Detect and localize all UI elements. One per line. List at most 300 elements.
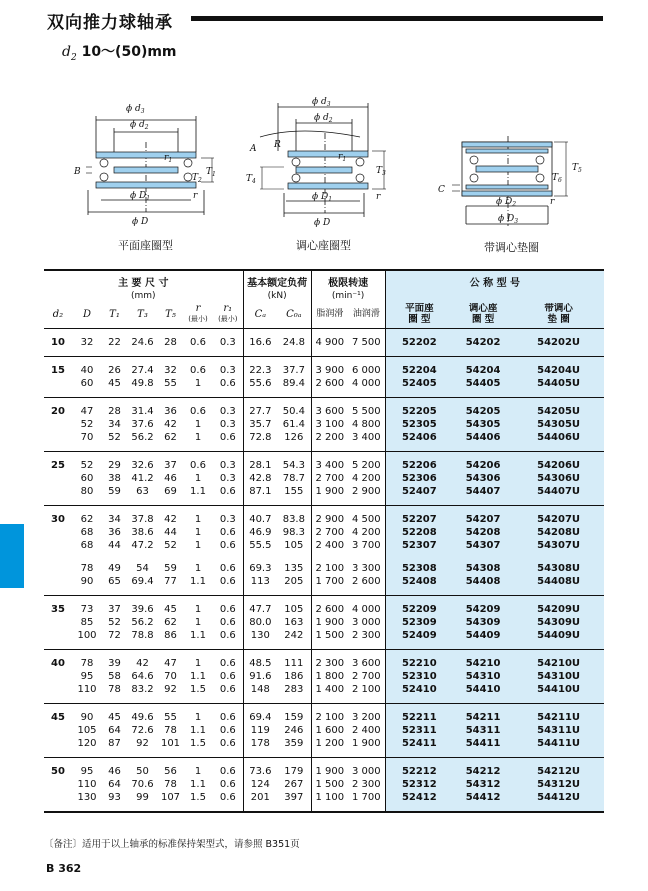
cell-d2 bbox=[44, 616, 72, 629]
table-cell: 1 bbox=[194, 419, 202, 430]
col-model-washer: 带调心 垫 圈 bbox=[513, 303, 604, 329]
table-cell: 54411 bbox=[453, 737, 513, 758]
table-cell: 186 bbox=[284, 671, 304, 682]
header-main-dims-unit: (mm) bbox=[131, 291, 156, 301]
table-cell: 1 900 bbox=[311, 485, 348, 506]
col-T3: T₃ bbox=[127, 303, 158, 329]
table-cell: 163 bbox=[284, 617, 304, 628]
table-cell: 1 bbox=[194, 617, 202, 628]
table-cell: 37.8 bbox=[131, 514, 154, 525]
table-cell: 24.6 bbox=[131, 337, 154, 348]
cell-d2: 10 bbox=[51, 337, 65, 348]
svg-text:T4: $T_4$ bbox=[246, 174, 256, 185]
table-cell: 2 700 bbox=[352, 671, 381, 682]
table-cell: 54411U bbox=[513, 737, 604, 758]
svg-text:r: r bbox=[193, 191, 198, 201]
table-cell: 54204 bbox=[453, 357, 513, 378]
table-cell: 54306U bbox=[513, 472, 604, 485]
svg-text:R: R bbox=[274, 140, 281, 150]
table-cell: 27.4 bbox=[131, 365, 154, 376]
cell-d2 bbox=[44, 552, 72, 575]
table-cell: 54309 bbox=[453, 616, 513, 629]
table-cell: 36 bbox=[164, 406, 177, 417]
table-cell: 54310U bbox=[513, 670, 604, 683]
table-cell: 2 300 bbox=[352, 630, 381, 641]
table-cell: 54212 bbox=[453, 758, 513, 779]
table-cell: 0.6 bbox=[219, 738, 236, 749]
table-cell: 54312 bbox=[453, 778, 513, 791]
diagram-aligning-seat bbox=[240, 95, 400, 230]
table-cell: 54412 bbox=[453, 791, 513, 812]
table-cell: 87 bbox=[108, 738, 121, 749]
table-cell: 54307U bbox=[513, 539, 604, 552]
svg-text:ϕ d2: ϕ $d_2$ bbox=[314, 113, 333, 124]
table-cell: 0.6 bbox=[219, 540, 236, 551]
table-cell: 52407 bbox=[385, 485, 453, 506]
title-rule bbox=[191, 16, 603, 21]
col-model-flat: 平面座 圈 型 bbox=[385, 303, 453, 329]
table-cell: 52310 bbox=[385, 670, 453, 683]
table-cell: 1.5 bbox=[190, 684, 206, 695]
cell-d2: 20 bbox=[51, 406, 65, 417]
col-r bbox=[183, 303, 213, 329]
table-cell: 3 100 bbox=[311, 418, 348, 431]
table-cell: 78 bbox=[164, 725, 177, 736]
table-cell: 54405U bbox=[513, 377, 604, 398]
table-cell: 0.6 bbox=[190, 337, 206, 348]
table-cell: 65 bbox=[108, 576, 121, 587]
table-row bbox=[44, 329, 604, 357]
table-cell: 1.1 bbox=[190, 779, 206, 790]
table-cell: 32 bbox=[80, 337, 94, 348]
table-cell: 2 700 bbox=[311, 472, 348, 485]
table-cell: 61.4 bbox=[282, 419, 305, 430]
table-cell: 54208U bbox=[513, 526, 604, 539]
svg-text:T3: $T_3$ bbox=[376, 166, 386, 177]
page-subtitle bbox=[62, 41, 177, 63]
table-cell: 47 bbox=[164, 658, 177, 669]
table-cell: 4 200 bbox=[352, 473, 381, 484]
table-cell: 39 bbox=[108, 658, 121, 669]
table-cell: 3 000 bbox=[352, 617, 381, 628]
table-row bbox=[44, 539, 604, 552]
diagram-caption-aligning: 调心座圈型 bbox=[296, 239, 351, 252]
bearing-spec-table bbox=[44, 269, 604, 813]
cell-d2 bbox=[44, 791, 72, 812]
table-cell: 3 600 bbox=[352, 658, 381, 669]
table-cell: 58 bbox=[108, 671, 121, 682]
table-cell: 0.6 bbox=[219, 766, 236, 777]
table-cell: 2 600 bbox=[311, 377, 348, 398]
subtitle-symbol-d: d bbox=[62, 44, 71, 60]
table-row bbox=[44, 596, 604, 617]
table-cell: 6 000 bbox=[352, 365, 381, 376]
table-cell: 37 bbox=[108, 604, 121, 615]
table-cell: 44 bbox=[164, 527, 177, 538]
table-cell: 0.6 bbox=[219, 684, 236, 695]
cell-d2: 50 bbox=[51, 766, 65, 777]
table-cell: 52212 bbox=[385, 758, 453, 779]
table-row bbox=[44, 724, 604, 737]
table-cell: 111 bbox=[284, 658, 304, 669]
table-cell: 0.3 bbox=[219, 365, 236, 376]
svg-text:T5: $T_5$ bbox=[572, 163, 582, 174]
table-cell: 1 500 bbox=[311, 629, 348, 650]
cell-d2 bbox=[44, 431, 72, 452]
cell-d2 bbox=[44, 575, 72, 596]
table-cell: 54205 bbox=[453, 398, 513, 419]
table-cell: 54412U bbox=[513, 791, 604, 812]
table-cell: 54205U bbox=[513, 398, 604, 419]
table-cell: 22 bbox=[108, 337, 121, 348]
cell-d2: 25 bbox=[51, 460, 65, 471]
table-cell: 54406 bbox=[453, 431, 513, 452]
table-cell: 135 bbox=[284, 563, 304, 574]
table-cell: 0.3 bbox=[219, 473, 236, 484]
svg-text:ϕ d3: ϕ $d_3$ bbox=[126, 104, 145, 115]
table-cell: 1 800 bbox=[311, 670, 348, 683]
cell-d2: 45 bbox=[51, 712, 65, 723]
table-cell: 83.2 bbox=[131, 684, 154, 695]
col-C0a: C₀ₐ bbox=[277, 303, 311, 329]
table-cell: 91.6 bbox=[243, 670, 277, 683]
row-group bbox=[44, 596, 604, 650]
table-cell: 52312 bbox=[385, 778, 453, 791]
table-cell: 1 bbox=[194, 563, 202, 574]
table-cell: 56.2 bbox=[131, 432, 154, 443]
table-cell: 49.6 bbox=[131, 712, 154, 723]
table-cell: 28.1 bbox=[243, 452, 277, 473]
row-group bbox=[44, 704, 604, 758]
table-cell: 35.7 bbox=[243, 418, 277, 431]
table-cell: 52405 bbox=[385, 377, 453, 398]
row-group bbox=[44, 329, 604, 357]
diagram-flat-seat bbox=[66, 100, 226, 230]
table-cell: 72.6 bbox=[131, 725, 154, 736]
table-cell: 47.7 bbox=[243, 596, 277, 617]
table-cell: 0.6 bbox=[219, 527, 236, 538]
table-cell: 62 bbox=[164, 432, 177, 443]
col-d2: d₂ bbox=[44, 303, 72, 329]
svg-text:ϕ d3: ϕ $d_3$ bbox=[312, 97, 331, 108]
table-cell: 54306 bbox=[453, 472, 513, 485]
table-cell: 52204 bbox=[385, 357, 453, 378]
table-cell: 4 000 bbox=[352, 604, 381, 615]
col-oil: 油润滑 bbox=[348, 303, 385, 329]
svg-text:r: r bbox=[550, 197, 555, 207]
table-cell: 201 bbox=[243, 791, 277, 812]
col-T1: T₁ bbox=[102, 303, 127, 329]
cell-d2: 30 bbox=[51, 514, 65, 525]
table-row bbox=[44, 506, 604, 527]
table-cell: 54305 bbox=[453, 418, 513, 431]
table-cell: 54407 bbox=[453, 485, 513, 506]
table-row bbox=[44, 357, 604, 378]
cell-d2 bbox=[44, 670, 72, 683]
table-cell: 0.6 bbox=[219, 486, 236, 497]
col-grease: 脂润滑 bbox=[311, 303, 348, 329]
table-row bbox=[44, 670, 604, 683]
table-cell: 45 bbox=[108, 712, 121, 723]
table-cell: 54408 bbox=[453, 575, 513, 596]
table-cell: 2 600 bbox=[311, 596, 348, 617]
table-cell: 38 bbox=[108, 473, 121, 484]
table-cell: 54.3 bbox=[282, 460, 305, 471]
svg-text:ϕ D3: ϕ $D_3$ bbox=[498, 214, 519, 225]
table-cell: 178 bbox=[243, 737, 277, 758]
table-cell: 40 bbox=[80, 365, 94, 376]
table-cell: 49.8 bbox=[131, 378, 154, 389]
cell-d2 bbox=[44, 418, 72, 431]
table-cell: 1.1 bbox=[190, 486, 206, 497]
subtitle-symbol-sub: 2 bbox=[70, 52, 77, 63]
table-cell: 87.1 bbox=[243, 485, 277, 506]
table-cell: 113 bbox=[243, 575, 277, 596]
table-cell: 72 bbox=[108, 630, 121, 641]
table-cell: 4 800 bbox=[352, 419, 381, 430]
table-cell: 52305 bbox=[385, 418, 453, 431]
svg-text:ϕ D1: ϕ $D_1$ bbox=[130, 191, 151, 202]
table-cell: 54312U bbox=[513, 778, 604, 791]
table-row bbox=[44, 629, 604, 650]
table-cell: 37.7 bbox=[282, 365, 305, 376]
table-cell: 42 bbox=[164, 514, 177, 525]
table-cell: 54 bbox=[136, 563, 149, 574]
footnote: 〔备注〕适用于以上轴承的标准保持架型式，请参照 B351页 bbox=[44, 839, 300, 850]
table-cell: 37.6 bbox=[131, 419, 154, 430]
table-cell: 40.7 bbox=[243, 506, 277, 527]
table-cell: 59 bbox=[108, 486, 121, 497]
table-row bbox=[44, 398, 604, 419]
cell-d2: 15 bbox=[51, 365, 65, 376]
table-cell: 1.5 bbox=[190, 792, 206, 803]
table-cell: 47.2 bbox=[131, 540, 154, 551]
table-cell: 54410U bbox=[513, 683, 604, 704]
table-cell: 78 bbox=[164, 779, 177, 790]
table-row bbox=[44, 737, 604, 758]
table-row bbox=[44, 526, 604, 539]
table-cell: 52307 bbox=[385, 539, 453, 552]
svg-text:ϕ D2: ϕ $D_2$ bbox=[496, 197, 517, 208]
table-cell: 59 bbox=[164, 563, 177, 574]
table-cell: 126 bbox=[284, 432, 304, 443]
table-row bbox=[44, 377, 604, 398]
table-row bbox=[44, 552, 604, 575]
table-cell: 1 700 bbox=[311, 575, 348, 596]
table-cell: 397 bbox=[284, 792, 304, 803]
table-cell: 54307 bbox=[453, 539, 513, 552]
cell-d2: 35 bbox=[51, 604, 65, 615]
svg-text:ϕ d2: ϕ $d_2$ bbox=[130, 120, 149, 131]
header-model: 公 称 型 号 bbox=[385, 270, 604, 290]
table-cell: 42 bbox=[136, 658, 149, 669]
table-cell: 54206U bbox=[513, 452, 604, 473]
table-cell: 52209 bbox=[385, 596, 453, 617]
table-cell: 34 bbox=[108, 419, 121, 430]
table-cell: 68 bbox=[80, 540, 94, 551]
table-cell: 4 500 bbox=[352, 514, 381, 525]
table-cell: 242 bbox=[284, 630, 304, 641]
table-cell: 2 600 bbox=[352, 576, 381, 587]
table-cell: 55 bbox=[164, 712, 177, 723]
table-cell: 1 900 bbox=[352, 738, 381, 749]
col-r-sym: r bbox=[195, 303, 201, 314]
col-Ca: Cₐ bbox=[243, 303, 277, 329]
table-cell: 24.8 bbox=[282, 337, 305, 348]
table-cell: 1 bbox=[194, 378, 202, 389]
table-cell: 5 500 bbox=[352, 406, 381, 417]
table-cell: 54209 bbox=[453, 596, 513, 617]
cell-d2 bbox=[44, 737, 72, 758]
table-cell: 78 bbox=[80, 563, 94, 574]
table-cell: 1 bbox=[194, 604, 202, 615]
table-row bbox=[44, 485, 604, 506]
table-cell: 0.3 bbox=[219, 460, 236, 471]
table-cell: 70 bbox=[80, 432, 94, 443]
table-cell: 99 bbox=[136, 792, 149, 803]
table-cell: 1 700 bbox=[352, 792, 381, 803]
table-cell: 100 bbox=[77, 630, 97, 641]
table-cell: 32.6 bbox=[131, 460, 154, 471]
table-cell: 44 bbox=[108, 540, 121, 551]
table-cell: 78 bbox=[80, 658, 94, 669]
cell-d2 bbox=[44, 526, 72, 539]
table-cell: 52 bbox=[108, 617, 121, 628]
table-cell: 54308 bbox=[453, 552, 513, 575]
cell-d2 bbox=[44, 778, 72, 791]
table-cell: 69.3 bbox=[243, 552, 277, 575]
table-cell: 3 900 bbox=[311, 357, 348, 378]
table-cell: 0.3 bbox=[219, 419, 236, 430]
table-cell: 70.6 bbox=[131, 779, 154, 790]
table-cell: 3 400 bbox=[311, 452, 348, 473]
subtitle-symbol bbox=[62, 44, 77, 63]
table-cell: 52208 bbox=[385, 526, 453, 539]
table-cell: 205 bbox=[284, 576, 304, 587]
table-cell: 73 bbox=[80, 604, 94, 615]
table-cell: 22.3 bbox=[243, 357, 277, 378]
table-cell: 1.1 bbox=[190, 576, 206, 587]
table-cell: 52409 bbox=[385, 629, 453, 650]
table-cell: 54208 bbox=[453, 526, 513, 539]
table-cell: 42.8 bbox=[243, 472, 277, 485]
table-cell: 52308 bbox=[385, 552, 453, 575]
row-group bbox=[44, 398, 604, 452]
table-cell: 4 200 bbox=[352, 527, 381, 538]
table-cell: 5 200 bbox=[352, 460, 381, 471]
table-cell: 0.6 bbox=[219, 604, 236, 615]
table-cell: 54409 bbox=[453, 629, 513, 650]
table-cell: 0.6 bbox=[190, 460, 206, 471]
table-cell: 1 bbox=[194, 514, 202, 525]
table-cell: 110 bbox=[77, 779, 97, 790]
table-cell: 155 bbox=[284, 486, 304, 497]
table-cell: 28 bbox=[108, 406, 121, 417]
table-cell: 92 bbox=[164, 684, 177, 695]
table-cell: 101 bbox=[160, 738, 181, 749]
table-cell: 1 400 bbox=[311, 683, 348, 704]
table-cell: 27.7 bbox=[243, 398, 277, 419]
row-group bbox=[44, 357, 604, 398]
header-model-spacer bbox=[385, 290, 604, 303]
table-cell: 64 bbox=[108, 779, 121, 790]
table-cell: 1 bbox=[194, 766, 202, 777]
col-model-align: 调心座 圈 型 bbox=[453, 303, 513, 329]
table-cell: 0.3 bbox=[219, 337, 236, 348]
table-cell: 2 100 bbox=[352, 684, 381, 695]
table-cell: 52 bbox=[80, 419, 94, 430]
table-cell: 89.4 bbox=[282, 378, 305, 389]
table-cell: 1.1 bbox=[190, 725, 206, 736]
table-cell: 55.5 bbox=[243, 539, 277, 552]
table-cell: 52306 bbox=[385, 472, 453, 485]
table-cell: 45 bbox=[108, 378, 121, 389]
table-cell: 93 bbox=[108, 792, 121, 803]
table-cell: 0.6 bbox=[190, 406, 206, 417]
table-cell: 54410 bbox=[453, 683, 513, 704]
col-r1 bbox=[213, 303, 243, 329]
table-cell: 32 bbox=[164, 365, 177, 376]
cell-d2 bbox=[44, 485, 72, 506]
table-cell: 42 bbox=[164, 419, 177, 430]
table-cell: 3 600 bbox=[311, 398, 348, 419]
header-speed: 极限转速 bbox=[311, 270, 385, 290]
table-row bbox=[44, 650, 604, 671]
table-cell: 54209U bbox=[513, 596, 604, 617]
table-cell: 105 bbox=[284, 604, 304, 615]
diagram-caption-flat: 平面座圈型 bbox=[118, 239, 173, 252]
table-cell: 1.5 bbox=[190, 738, 206, 749]
table-cell: 1 bbox=[194, 658, 202, 669]
svg-text:T6: $T_6$ bbox=[552, 173, 562, 184]
table-cell: 52309 bbox=[385, 616, 453, 629]
table-cell: 52 bbox=[108, 432, 121, 443]
table-cell: 0.6 bbox=[219, 617, 236, 628]
table-cell: 38.6 bbox=[131, 527, 154, 538]
table-cell: 54206 bbox=[453, 452, 513, 473]
table-cell: 0.6 bbox=[219, 432, 236, 443]
table-cell: 54405 bbox=[453, 377, 513, 398]
table-row bbox=[44, 778, 604, 791]
table-cell: 3 000 bbox=[352, 766, 381, 777]
table-cell: 52206 bbox=[385, 452, 453, 473]
header-load-unit: (kN) bbox=[243, 290, 311, 303]
table-cell: 1 100 bbox=[311, 791, 348, 812]
table-cell: 2 700 bbox=[311, 526, 348, 539]
table-cell: 26 bbox=[108, 365, 121, 376]
table-cell: 54202 bbox=[453, 329, 513, 357]
subtitle-range: 10～(50)mm bbox=[81, 44, 177, 60]
svg-text:A: A bbox=[250, 144, 257, 154]
table-cell: 54308U bbox=[513, 552, 604, 575]
header-speed-unit: (min⁻¹) bbox=[311, 290, 385, 303]
table-cell: 56 bbox=[164, 766, 177, 777]
table-row bbox=[44, 791, 604, 812]
table-cell: 119 bbox=[243, 724, 277, 737]
table-cell: 54210 bbox=[453, 650, 513, 671]
table-cell: 64.6 bbox=[131, 671, 154, 682]
table-cell: 63 bbox=[136, 486, 149, 497]
table-cell: 1 500 bbox=[311, 778, 348, 791]
table-cell: 34 bbox=[108, 514, 121, 525]
page-title: 双向推力球轴承 bbox=[47, 13, 173, 33]
table-cell: 105 bbox=[284, 540, 304, 551]
table-cell: 0.6 bbox=[219, 725, 236, 736]
cell-d2 bbox=[44, 629, 72, 650]
table-row bbox=[44, 418, 604, 431]
table-cell: 46 bbox=[108, 766, 121, 777]
table-cell: 83.8 bbox=[282, 514, 305, 525]
